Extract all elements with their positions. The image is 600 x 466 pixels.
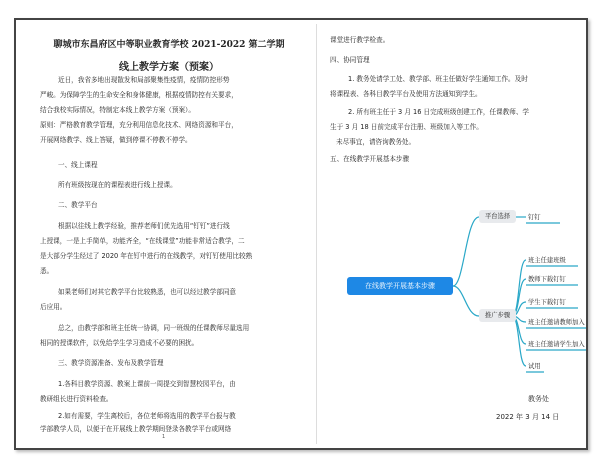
paragraph-line: 根据以往线上教学经验，推荐老师们优先选用“钉钉”进行线: [58, 222, 230, 230]
mindmap-branch-promotion: 推广步骤: [479, 309, 516, 322]
paragraph-line: 未尽事宜，请咨询教务处。: [336, 138, 416, 146]
paragraph-line: 课堂进行教学检查。: [330, 36, 390, 44]
section-heading: 三、教学资源准备、发布及教学管理: [58, 359, 164, 367]
mindmap-leaf: 教师下载钉钉: [528, 276, 566, 283]
paragraph-line: 如果老师们对其它教学平台比较熟悉，也可以经过教学部同意: [58, 288, 237, 296]
paragraph-line: 教研组长进行资料检查。: [40, 395, 113, 403]
mindmap-leaf: 班主任邀请教师加入: [528, 319, 585, 326]
mindmap-leaf: 班主任建班级: [528, 257, 566, 264]
section-heading: 一、线上课程: [58, 161, 98, 169]
paragraph-line: 相同的授课软件，以免给学生学习造成不必要的困扰。: [40, 339, 199, 347]
right-page: [316, 20, 586, 448]
paragraph-line: 开展网络教学、线上答疑，做到停课不停教不停学。: [40, 136, 192, 144]
signature-date: 2022 年 3 月 14 日: [496, 413, 560, 421]
section-heading: 四、协同管理: [330, 56, 370, 64]
document-frame: [14, 18, 588, 450]
paragraph-line: 近日，我省多地出现散发和局部聚集性疫情，疫情防控形势: [58, 76, 230, 84]
paragraph-line: 是大部分学生经过了 2020 年在钉中进行的在线教学，对钉钉使用比较熟: [40, 252, 253, 260]
mindmap-leaf: 学生下载钉钉: [528, 299, 566, 306]
paragraph-line: 严峻。为保障学生的生命安全和身体健康，根据疫情防控有关要求，: [40, 91, 238, 99]
paragraph-line: 学部教学人员，以便于在开展线上教学期间登录各教学平台或网络: [40, 425, 232, 433]
paragraph-line: 1.各科目教学资源、教案上课前一周提交到智慧校园平台，由: [58, 380, 236, 388]
signature-department: 教务处: [528, 395, 549, 403]
document-subtitle: 线上教学方案（预案）: [119, 62, 219, 73]
paragraph-line: 总之，由教学部和班主任统一协调，同一班级的任课教师尽量选用: [58, 324, 250, 332]
mindmap-branch-platform: 平台选择: [479, 210, 516, 223]
paragraph-line: 结合我校实际情况，特制定本线上教学方案（预案）。: [40, 106, 195, 114]
section-heading: 五、在线教学开展基本步骤: [330, 155, 410, 163]
page-number: 1: [162, 434, 166, 440]
paragraph-line: 所有班级按现在的课程表进行线上授课。: [58, 181, 177, 189]
paragraph-line: 悉。: [40, 267, 54, 275]
mindmap-leaf-dingtalk: 钉钉: [528, 214, 541, 221]
paragraph-line: 2. 所有班主任于 3 月 16 日完成班级创建工作，任课教师、学: [348, 108, 530, 116]
paragraph-line: 1. 教务处请学工处、教学部、班主任做好学生通知工作。及时: [348, 75, 528, 83]
mindmap-leaf: 班主任邀请学生加入: [528, 341, 585, 348]
mindmap-connectors: [316, 20, 586, 448]
paragraph-line: 2.如有需要，学生离校后，各位老师将选用的教学平台报与教: [58, 412, 236, 420]
left-page: [16, 20, 316, 448]
paragraph-line: 上授课，一是上手简单，功能齐全，“在线课堂”功能非常适合教学，二: [40, 237, 245, 245]
mindmap-leaf: 试用: [528, 363, 541, 370]
document-title: 聊城市东昌府区中等职业教育学校 2021-2022 第二学期: [53, 40, 285, 50]
paragraph-line: 原则：严格教育教学管理，充分利用信息化技术、网络资源和平台，: [40, 121, 238, 129]
section-heading: 二、教学平台: [58, 201, 98, 209]
paragraph-line: 后应用。: [40, 303, 67, 311]
paragraph-line: 将课程表、各科目教学平台及使用方法通知到学生。: [330, 90, 482, 98]
mindmap-root-node: 在线教学开展基本步骤: [347, 277, 453, 295]
paragraph-line: 生于 3 月 18 日前完成平台注册、班级加入等工作。: [330, 123, 483, 131]
